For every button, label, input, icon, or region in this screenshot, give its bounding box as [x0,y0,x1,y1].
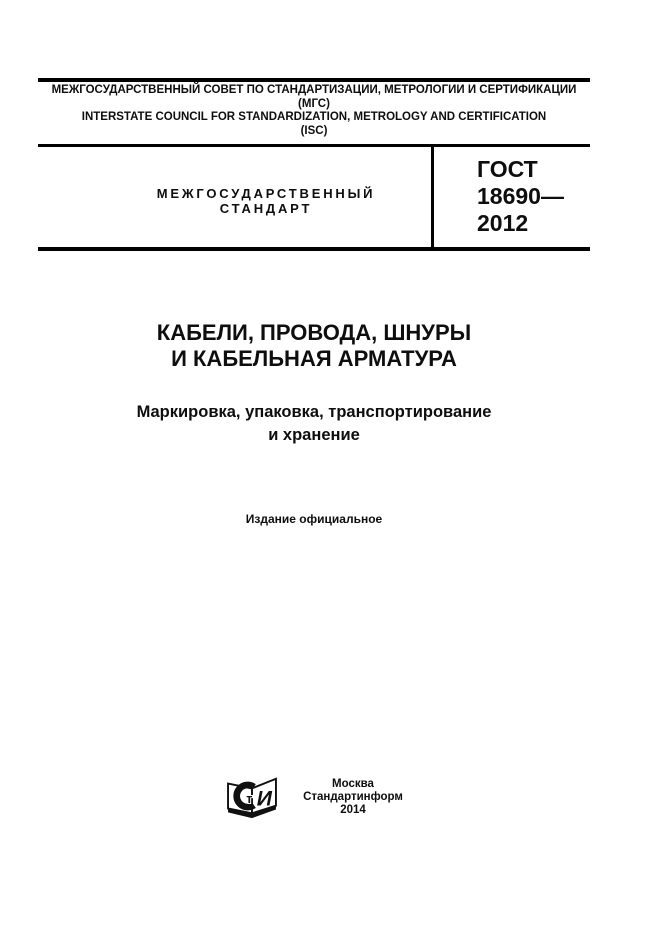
gost-designation-line3: 2012 [477,210,529,236]
gost-designation-line2: 18690— [477,183,564,209]
edition-note: Издание официальное [245,512,383,526]
logo-letter-t: т [246,791,253,806]
gost-designation-line1: ГОСТ [477,156,538,182]
org-header [38,84,590,138]
standard-type-line1: МЕЖГОСУДАРСТВЕННЫЙ [156,186,376,201]
gost-designation [477,156,564,237]
document-subtitle-line2: и хранение [268,426,360,444]
document-subtitle [38,401,590,447]
document-title-line1: КАБЕЛИ, ПРОВОДА, ШНУРЫ [156,320,472,345]
banner-bottom-rule [38,247,590,251]
banner-vertical-divider [431,147,434,247]
document-title-line2: И КАБЕЛЬНАЯ АРМАТУРА [171,346,457,371]
header-divider-rule [38,144,590,147]
imprint-year: 2014 [340,803,366,816]
standard-type-label [38,186,494,216]
standartinform-logo-icon [225,774,279,820]
imprint-text [303,778,403,817]
org-name-en: INTERSTATE COUNCIL FOR STANDARDIZATION, METROLOGY AND CERTIFICATION [81,111,547,123]
imprint-city: Москва [332,777,374,790]
top-rule [38,78,590,82]
standard-type-line2: СТАНДАРТ [219,201,313,216]
org-name-ru: МЕЖГОСУДАРСТВЕННЫЙ СОВЕТ ПО СТАНДАРТИЗАЦИИ, МЕТРОЛОГИИ И СЕРТИФИКАЦИИ [51,84,577,96]
imprint [38,774,590,820]
imprint-publisher: Стандартинформ [303,790,403,803]
org-abbr-en: (ISC) [300,124,328,137]
document-title [38,320,590,372]
org-abbr-ru: (МГС) [298,97,330,110]
logo-letter-i: И [256,787,273,811]
document-subtitle-line1: Маркировка, упаковка, транспортирование [136,403,492,421]
